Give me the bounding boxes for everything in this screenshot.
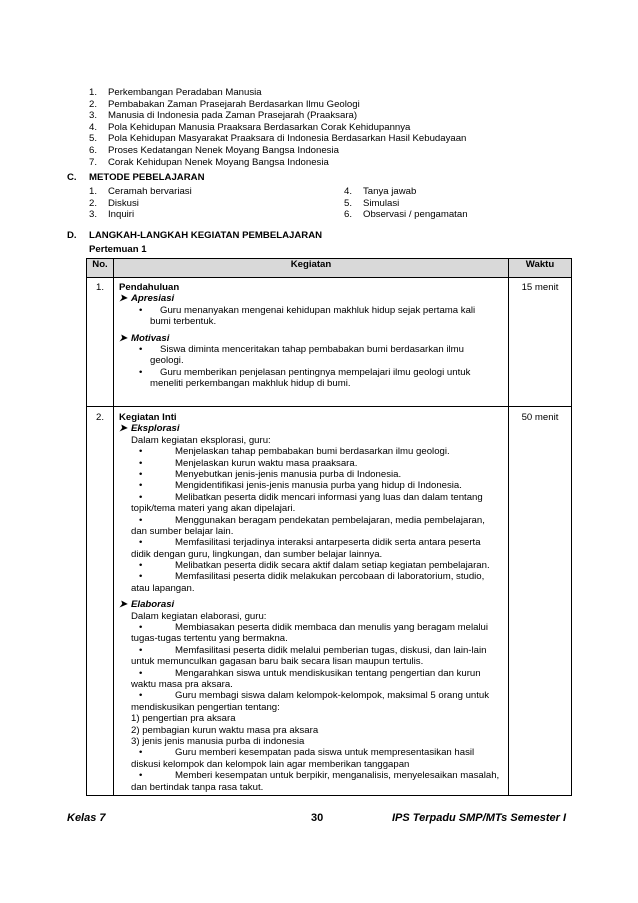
bullet-icon: • <box>139 446 143 458</box>
sub-list-item: 1) pengertian pra aksara <box>131 713 236 725</box>
list-item: • Menjelaskan tahap pembabakan bumi berdasarkan ilmu geologi. <box>119 446 504 457</box>
row-time: 50 menit <box>509 407 572 796</box>
list-item-cont: geologi. <box>150 355 184 367</box>
activity-cell <box>114 407 509 796</box>
bullet-icon: • <box>139 480 143 492</box>
bullet-icon: • <box>139 644 143 656</box>
section-d-heading <box>67 230 322 241</box>
header-waktu: Waktu <box>509 259 572 278</box>
subsection-intro: Dalam kegiatan eksplorasi, guru: <box>131 434 271 446</box>
row-number: 2. <box>87 407 114 796</box>
list-item-cont: mendiskusikan pengertian tentang: <box>131 701 280 713</box>
list-item: • Menjelaskan kurun waktu masa praaksara. <box>119 458 504 469</box>
list-item: • Guru memberikan penjelasan pentingnya mempelajari ilmu geologi untuk <box>119 367 504 378</box>
row-time: 15 menit <box>509 278 572 407</box>
list-item: 5. Pola Kehidupan Masyarakat Praaksara di Indonesia Berdasarkan Hasil Kebudayaan <box>89 133 467 145</box>
list-item: • Mengidentifikasi jenis-jenis manusia purba yang hidup di Indonesia. <box>119 480 504 491</box>
list-item: 7. Corak Kehidupan Nenek Moyang Bangsa Indonesia <box>89 156 329 168</box>
metode-list-left <box>89 186 192 221</box>
sub-list-item: 3) jenis jenis manusia purba di indonesia <box>131 735 305 747</box>
arrow-icon: ➤ <box>119 332 128 344</box>
list-item-cont: atau lapangan. <box>131 582 195 594</box>
list-item: • Guru menanyakan mengenai kehidupan makhluk hidup sejak pertama kali <box>119 305 504 316</box>
sub-list-item: 2) pembagian kurun waktu masa pra aksara <box>131 724 319 736</box>
footer-class: Kelas 7 <box>67 812 106 824</box>
header-no: No. <box>87 259 114 278</box>
bullet-icon: • <box>139 343 143 355</box>
list-item-cont: dan bertindak tanpa rasa takut. <box>131 781 264 793</box>
subsection-elaborasi: ➤ Elaborasi <box>119 599 175 611</box>
arrow-icon: ➤ <box>119 599 128 611</box>
bullet-icon: • <box>139 468 143 480</box>
list-item-cont: bumi terbentuk. <box>150 316 217 328</box>
list-item: • Memfasilitasi peserta didik melakukan percobaan di laboratorium, studio, <box>119 571 504 582</box>
table-header-row <box>87 259 572 278</box>
subsection-eksplorasi: ➤ Eksplorasi <box>119 423 180 435</box>
materi-list <box>89 87 466 168</box>
meeting-label: Pertemuan 1 <box>89 244 147 255</box>
list-item: 3. Inquiri <box>89 209 135 221</box>
list-item: 2. Diskusi <box>89 197 139 209</box>
bullet-icon: • <box>139 571 143 583</box>
list-item: • Membiasakan peserta didik membaca dan menulis yang beragam melalui <box>119 622 504 633</box>
metode-list-right <box>344 186 468 221</box>
footer-subject: IPS Terpadu SMP/MTs Semester I <box>391 812 566 824</box>
bullet-icon: • <box>139 667 143 679</box>
section-letter: D. <box>67 230 77 241</box>
section-c-heading <box>67 172 205 183</box>
list-item-cont: diskusi kelompok dan kelompok lain agar memberikan tanggapan <box>131 758 410 770</box>
list-item-cont: waktu masa pra aksara. <box>131 678 233 690</box>
list-item: 1. Ceramah bervariasi <box>89 186 192 197</box>
activity-title: Kegiatan Inti <box>119 412 177 423</box>
bullet-icon: • <box>139 770 143 782</box>
subsection-intro: Dalam kegiatan elaborasi, guru: <box>131 610 267 622</box>
list-item: • Memfasilitasi peserta didik melalui pemberian tugas, diskusi, dan lain-lain <box>119 645 504 656</box>
section-title: METODE PEBELAJARAN <box>89 172 205 183</box>
list-item: • Guru memberi kesempatan pada siswa untuk mempresentasikan hasil <box>119 747 504 758</box>
activity-cell <box>114 278 509 407</box>
section-title: LANGKAH-LANGKAH KEGIATAN PEMBELAJARAN <box>89 230 323 241</box>
bullet-icon: • <box>139 747 143 759</box>
page-number: 30 <box>311 812 324 824</box>
list-item: 6. Proses Kedatangan Nenek Moyang Bangsa Indonesia <box>89 144 339 156</box>
bullet-icon: • <box>139 514 143 526</box>
list-item: 1. Perkembangan Peradaban Manusia <box>89 87 262 98</box>
bullet-icon: • <box>139 622 143 634</box>
subsection-apresiasi: ➤ Apresiasi <box>119 293 175 305</box>
subsection-motivasi: ➤ Motivasi <box>119 332 170 344</box>
section-letter: C. <box>67 172 77 183</box>
list-item: • Siswa diminta menceritakan tahap pembabakan bumi berdasarkan ilmu <box>119 344 504 355</box>
arrow-icon: ➤ <box>119 293 128 305</box>
bullet-icon: • <box>139 560 143 572</box>
list-item-cont: meneliti perkembangan makhluk hidup di bumi. <box>150 378 351 390</box>
bullet-icon: • <box>139 537 143 549</box>
list-item: 6. Observasi / pengamatan <box>344 209 468 221</box>
bullet-icon: • <box>139 690 143 702</box>
list-item: 3. Manusia di Indonesia pada Zaman Prasejarah (Praaksara) <box>89 110 358 122</box>
list-item-cont: didik dengan guru, lingkungan, dan sumber belajar lainnya. <box>131 548 383 560</box>
activity-table <box>86 258 572 796</box>
activity-title: Pendahuluan <box>119 282 180 293</box>
list-item-cont: tugas-tugas tertentu yang bermakna. <box>131 633 288 645</box>
list-item: • Menyebutkan jenis-jenis manusia purba di Indonesia. <box>119 469 504 480</box>
list-item: • Melibatkan peserta didik secara aktif dalam setiap kegiatan pembelajaran. <box>119 560 504 571</box>
list-item: 2. Pembabakan Zaman Prasejarah Berdasarkan Ilmu Geologi <box>89 98 360 110</box>
header-kegiatan: Kegiatan <box>114 259 509 278</box>
bullet-icon: • <box>139 304 143 316</box>
list-item: • Guru membagi siswa dalam kelompok-kelompok, maksimal 5 orang untuk <box>119 690 504 701</box>
list-item-cont: topik/tema materi yang akan dipelajari. <box>131 503 296 515</box>
table-row <box>87 278 572 407</box>
list-item: • Memberi kesempatan untuk berpikir, menganalisis, menyelesaikan masalah, <box>119 770 504 781</box>
list-item: • Melibatkan peserta didik mencari informasi yang luas dan dalam tentang <box>119 492 504 503</box>
table-row <box>87 407 572 796</box>
list-item: • Mengarahkan siswa untuk mendiskusikan tentang pengertian dan kurun <box>119 668 504 679</box>
list-item-cont: untuk memunculkan gagasan baru baik secara lisan maupun tertulis. <box>131 656 424 668</box>
arrow-icon: ➤ <box>119 423 128 435</box>
list-item: 5. Simulasi <box>344 197 400 209</box>
bullet-icon: • <box>139 366 143 378</box>
list-item: 4. Tanya jawab <box>344 186 417 197</box>
bullet-icon: • <box>139 457 143 469</box>
list-item: 4. Pola Kehidupan Manusia Praaksara Berdasarkan Corak Kehidupannya <box>89 121 411 133</box>
list-item-cont: dan sumber belajar lain. <box>131 525 234 537</box>
bullet-icon: • <box>139 491 143 503</box>
list-item: • Memfasilitasi terjadinya interaksi antarpeserta didik serta antara peserta <box>119 537 504 548</box>
row-number: 1. <box>87 278 114 407</box>
list-item: • Menggunakan beragam pendekatan pembelajaran, media pembelajaran, <box>119 515 504 526</box>
